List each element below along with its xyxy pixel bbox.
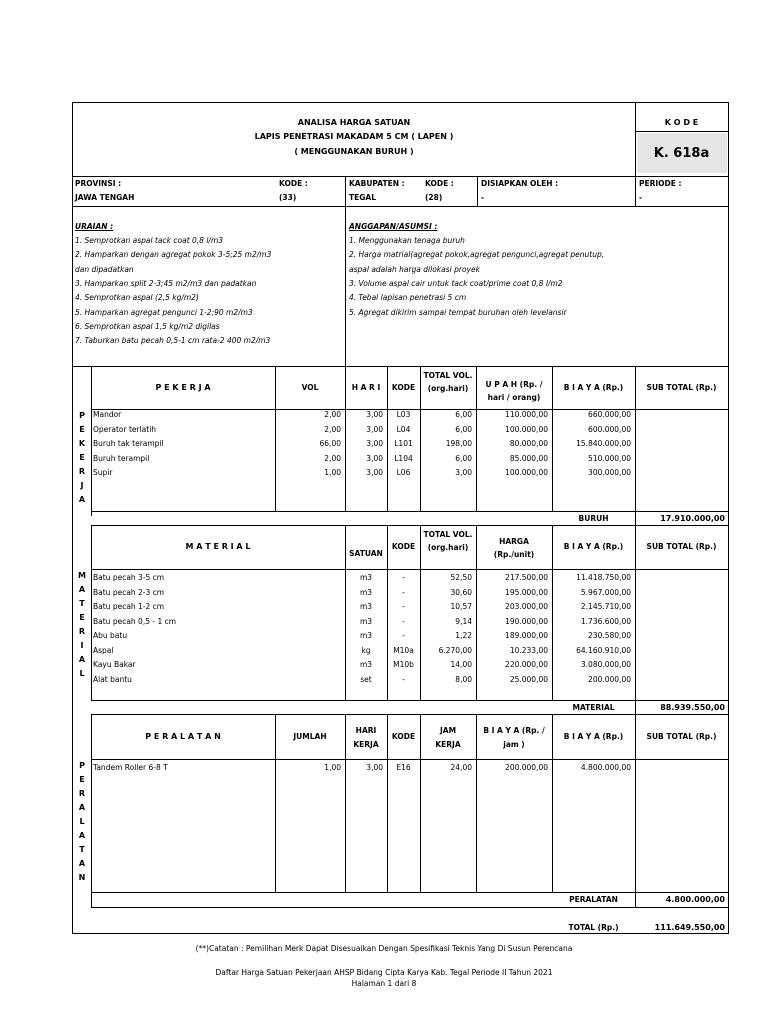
- pekerja-subtotal-header: SUB TOTAL (Rp.): [646, 383, 717, 392]
- material-kode: -: [402, 587, 405, 597]
- peralatan-jam-header: JAM KERJA: [435, 726, 461, 749]
- pekerja-kode-header: KODE: [391, 383, 416, 392]
- material-name: Batu pecah 2-3 cm: [93, 587, 165, 597]
- peralatan-jumlah: 1,00: [324, 763, 341, 772]
- uraian-line: 5. Hamparkan agregat pengunci 1-2;90 m2/m3: [75, 307, 253, 317]
- pekerja-upah-header: U P A H (Rp. / hari / orang): [485, 380, 543, 402]
- pekerja-total: 6,00: [455, 424, 472, 434]
- material-kode: -: [402, 674, 405, 684]
- material-name: Batu pecah 1-2 cm: [93, 602, 165, 611]
- pekerja-hari: 3,00: [366, 424, 383, 434]
- material-kode: M10a: [393, 645, 414, 655]
- pekerja-hari: 3,00: [366, 468, 383, 477]
- side-letter: P: [79, 411, 85, 420]
- material-total: 6.270,00: [438, 645, 472, 655]
- pekerja-total: 6,00: [455, 410, 472, 419]
- material-harga: 190.000,00: [505, 616, 548, 626]
- pekerja-biaya: 300.000,00: [588, 468, 631, 477]
- material-total: 52,50: [450, 573, 472, 582]
- pekerja-kode: L104: [394, 453, 413, 463]
- side-letter: K: [78, 439, 86, 448]
- uraian-line: 2. Hamparkan dengan agregat pokok 3-5;25 m2/m3: [75, 250, 272, 260]
- kode-prov-value: (33): [279, 193, 297, 202]
- uraian-label: URAIAN :: [75, 222, 114, 231]
- uraian-line: 4. Semprotkan aspal (2,5 kg/m2): [75, 293, 199, 303]
- pekerja-vol: 1,00: [324, 468, 341, 477]
- side-letter: T: [79, 845, 85, 854]
- kode-label: K O D E: [664, 118, 699, 127]
- kode-prov-label: KODE :: [279, 179, 308, 188]
- side-letter: E: [79, 453, 85, 462]
- pekerja-vol: 2,00: [324, 453, 341, 463]
- footer-note: (**)Catatan : Pemilihan Merk Dapat Disesuaikan Dengan Spesifikasi Teknis Yang Di Susun Perencana: [195, 944, 573, 953]
- material-biaya: 1.736.600,00: [580, 616, 631, 626]
- peralatan-biaya-jam: 200.000,00: [505, 763, 548, 772]
- total-label: TOTAL (Rp.): [568, 923, 619, 932]
- asumsi-line: 4. Tebal lapisan penetrasi 5 cm: [349, 293, 467, 303]
- material-kode: -: [402, 631, 405, 640]
- pekerja-kode: L101: [394, 439, 413, 448]
- pekerja-name: Operator terlatih: [93, 424, 157, 434]
- material-kode: M10b: [393, 660, 414, 669]
- buruh-label: BURUH: [578, 514, 609, 523]
- material-total: 8,00: [455, 674, 472, 684]
- side-letter: A: [78, 495, 86, 504]
- pekerja-vol-header: VOL: [301, 383, 319, 392]
- material-total-header: TOTAL VOL. (org.hari): [423, 530, 473, 552]
- peralatan-jumlah-header: JUMLAH: [293, 732, 327, 741]
- pekerja-name: Supir: [93, 468, 113, 477]
- peralatan-subtotal-header: SUB TOTAL (Rp.): [646, 732, 717, 741]
- material-name: Abu batu: [93, 631, 128, 640]
- material-subtotal: 88.939.550,00: [660, 703, 725, 712]
- pekerja-hari: 3,00: [366, 453, 383, 463]
- material-total: 1,22: [455, 631, 472, 640]
- side-letter: L: [79, 669, 85, 678]
- material-biaya: 230.580,00: [588, 631, 631, 640]
- pekerja-name: Mandor: [93, 410, 122, 419]
- peralatan-label: PERALATAN: [569, 895, 618, 904]
- asumsi-line: 3. Volume aspal cair untuk tack coat/prime coat 0,8 l/m2: [349, 278, 563, 288]
- side-letter: T: [79, 599, 85, 608]
- side-letter: E: [79, 425, 85, 434]
- asumsi-line: 5. Agregat dikirim sampai tempat buruhan oleh levelansir: [349, 307, 567, 317]
- pekerja-vol: 2,00: [324, 410, 341, 419]
- peralatan-hari: 3,00: [366, 763, 383, 772]
- material-harga-header: HARGA (Rp./unit): [493, 537, 535, 559]
- material-satuan: m3: [359, 660, 373, 669]
- pekerja-total-header: TOTAL VOL. (org.hari): [423, 371, 473, 393]
- provinsi-label: PROVINSI :: [75, 179, 122, 188]
- kabupaten-value: TEGAL: [349, 193, 376, 202]
- footer-line1: Daftar Harga Satuan Pekerjaan AHSP Bidang Cipta Karya Kab. Tegal Periode II Tahun 2021: [215, 968, 553, 977]
- footer-page: Halaman 1 dari 8: [351, 979, 417, 988]
- side-letter: P: [79, 761, 85, 770]
- total-value: 111.649.550,00: [654, 923, 725, 932]
- material-biaya: 64.160.910,00: [576, 645, 631, 655]
- material-name: Batu pecah 3-5 cm: [93, 573, 165, 582]
- material-kode: -: [402, 616, 405, 626]
- pekerja-biaya: 600.000,00: [588, 424, 631, 434]
- buruh-subtotal: 17.910.000,00: [660, 514, 725, 523]
- material-kode-header: KODE: [391, 542, 416, 551]
- material-label: MATERIAL: [572, 703, 615, 712]
- material-name: Kayu Bakar: [93, 660, 136, 669]
- material-harga: 220.000,00: [505, 660, 548, 669]
- material-biaya: 2.145.710,00: [580, 602, 631, 611]
- peralatan-kode-header: KODE: [391, 732, 416, 741]
- pekerja-hari-header: H A R I: [351, 383, 381, 392]
- pekerja-vol: 2,00: [324, 424, 341, 434]
- material-harga: 217.500,00: [505, 573, 548, 582]
- pekerja-name: Buruh terampil: [93, 453, 150, 463]
- material-harga: 10.233,00: [509, 645, 548, 655]
- material-biaya: 11.418.750,00: [576, 573, 631, 582]
- material-satuan: m3: [359, 573, 373, 582]
- side-letter: M: [78, 571, 86, 580]
- uraian-line: 3. Hamparkan split 2-3;45 m2/m3 dan padatkan: [75, 278, 257, 288]
- asumsi-line: aspal adalah harga dilokasi proyek: [349, 264, 480, 274]
- provinsi-value: JAWA TENGAH: [75, 193, 135, 202]
- peralatan-subtotal: 4.800.000,00: [665, 895, 725, 904]
- pekerja-hari: 3,00: [366, 410, 383, 419]
- material-subtotal-header: SUB TOTAL (Rp.): [646, 542, 717, 551]
- peralatan-name: Tandem Roller 6-8 T: [93, 763, 168, 772]
- material-harga: 189.000,00: [505, 631, 548, 640]
- material-biaya: 200.000,00: [588, 674, 631, 684]
- side-letter: J: [80, 481, 84, 490]
- material-total: 10,57: [450, 602, 472, 611]
- material-satuan: m3: [359, 587, 373, 597]
- side-letter: A: [78, 859, 86, 868]
- pekerja-biaya: 660.000,00: [588, 410, 631, 419]
- material-satuan: m3: [359, 616, 373, 626]
- side-letter: N: [78, 873, 86, 882]
- pekerja-total: 3,00: [455, 468, 472, 477]
- disiapkan-label: DISIAPKAN OLEH :: [481, 179, 559, 188]
- material-satuan: m3: [359, 631, 373, 640]
- side-letter: A: [78, 655, 86, 664]
- periode-label: PERIODE :: [639, 179, 682, 188]
- pekerja-header: P E K E R J A: [155, 383, 211, 392]
- material-name: Aspal: [93, 645, 114, 655]
- pekerja-biaya-header: B I A Y A (Rp.): [563, 383, 624, 392]
- disiapkan-value: -: [481, 193, 485, 202]
- pekerja-biaya: 15.840.000,00: [576, 439, 631, 448]
- side-letter: R: [78, 627, 86, 636]
- doc-title: ANALISA HARGA SATUAN: [297, 118, 411, 127]
- pekerja-side-label: [74, 409, 90, 507]
- material-side-label: [74, 569, 90, 681]
- asumsi-line: 2. Harga matrial(agregat pokok,agregat pengunci,agregat penutup,: [349, 250, 605, 260]
- pekerja-upah: 85.000,00: [509, 453, 548, 463]
- side-letter: A: [78, 803, 86, 812]
- material-satuan: set: [360, 674, 372, 684]
- peralatan-jam: 24,00: [450, 763, 472, 772]
- pekerja-vol: 66,00: [319, 439, 341, 448]
- material-satuan: kg: [361, 645, 371, 655]
- peralatan-biaya-header: B I A Y A (Rp.): [563, 732, 624, 741]
- peralatan-biaya-jam-header: B I A Y A (Rp. / jam ): [483, 726, 545, 749]
- analysis-sheet: [72, 102, 729, 934]
- side-letter: E: [79, 775, 85, 784]
- kabupaten-label: KABUPATEN :: [349, 179, 405, 188]
- side-letter: L: [79, 817, 85, 826]
- material-biaya: 5.967.000,00: [580, 587, 631, 597]
- pekerja-kode: L03: [396, 410, 411, 419]
- material-name: Alat bantu: [93, 674, 132, 684]
- material-kode: -: [402, 573, 405, 582]
- material-satuan: m3: [359, 602, 373, 611]
- pekerja-upah: 80.000,00: [509, 439, 548, 448]
- peralatan-side-label: [74, 759, 90, 885]
- material-satuan-header: SATUAN: [349, 549, 383, 558]
- side-letter: A: [78, 585, 86, 594]
- asumsi-label: ANGGAPAN/ASUMSI :: [349, 222, 438, 231]
- peralatan-hari-header: HARI KERJA: [353, 726, 379, 749]
- material-total: 14,00: [450, 660, 472, 669]
- pekerja-upah: 110.000,00: [505, 410, 548, 419]
- pekerja-hari: 3,00: [366, 439, 383, 448]
- doc-subtitle: LAPIS PENETRASI MAKADAM 5 CM ( LAPEN ): [254, 132, 454, 141]
- side-letter: E: [79, 613, 85, 622]
- pekerja-kode: L04: [396, 424, 411, 434]
- pekerja-upah: 100.000,00: [505, 468, 548, 477]
- uraian-line: 1. Semprotkan aspal tack coat 0,8 l/m3: [75, 236, 224, 245]
- material-kode: -: [402, 602, 405, 611]
- material-biaya-header: B I A Y A (Rp.): [563, 542, 624, 551]
- material-harga: 25.000,00: [509, 674, 548, 684]
- doc-subtitle-2: ( MENGGUNAKAN BURUH ): [294, 147, 414, 156]
- peralatan-biaya: 4.800.000,00: [580, 763, 631, 772]
- side-letter: R: [78, 789, 86, 798]
- asumsi-line: 1. Menggunakan tenaga buruh: [349, 236, 465, 245]
- material-name: Batu pecah 0,5 - 1 cm: [93, 616, 177, 626]
- kode-kab-label: KODE :: [425, 179, 454, 188]
- pekerja-upah: 100.000,00: [505, 424, 548, 434]
- material-header: M A T E R I A L: [185, 542, 251, 551]
- uraian-line: 6. Semprotkan aspal 1,5 kg/m2 digilas: [75, 321, 220, 331]
- side-letter: R: [78, 467, 86, 476]
- pekerja-biaya: 510.000,00: [588, 453, 631, 463]
- uraian-line: 7. Taburkan batu pecah 0,5-1 cm rata-2 400 m2/m3: [75, 336, 271, 346]
- peralatan-kode: E16: [396, 763, 411, 772]
- side-letter: A: [78, 831, 86, 840]
- pekerja-name: Buruh tak terampil: [93, 439, 164, 448]
- uraian-line: dan dipadatkan: [75, 264, 134, 274]
- material-total: 9,14: [455, 616, 472, 626]
- material-harga: 203.000,00: [505, 602, 548, 611]
- kode-kab-value: (28): [425, 193, 443, 202]
- peralatan-header: P E R A L A T A N: [145, 732, 221, 741]
- material-total: 30,60: [450, 587, 472, 597]
- material-harga: 195.000,00: [505, 587, 548, 597]
- pekerja-kode: L06: [396, 468, 411, 477]
- pekerja-total: 6,00: [455, 453, 472, 463]
- periode-value: -: [639, 193, 643, 202]
- material-biaya: 3.080.000,00: [580, 660, 631, 669]
- kode-value: K. 618a: [653, 146, 710, 161]
- pekerja-total: 198,00: [445, 439, 472, 448]
- side-letter: I: [80, 641, 84, 650]
